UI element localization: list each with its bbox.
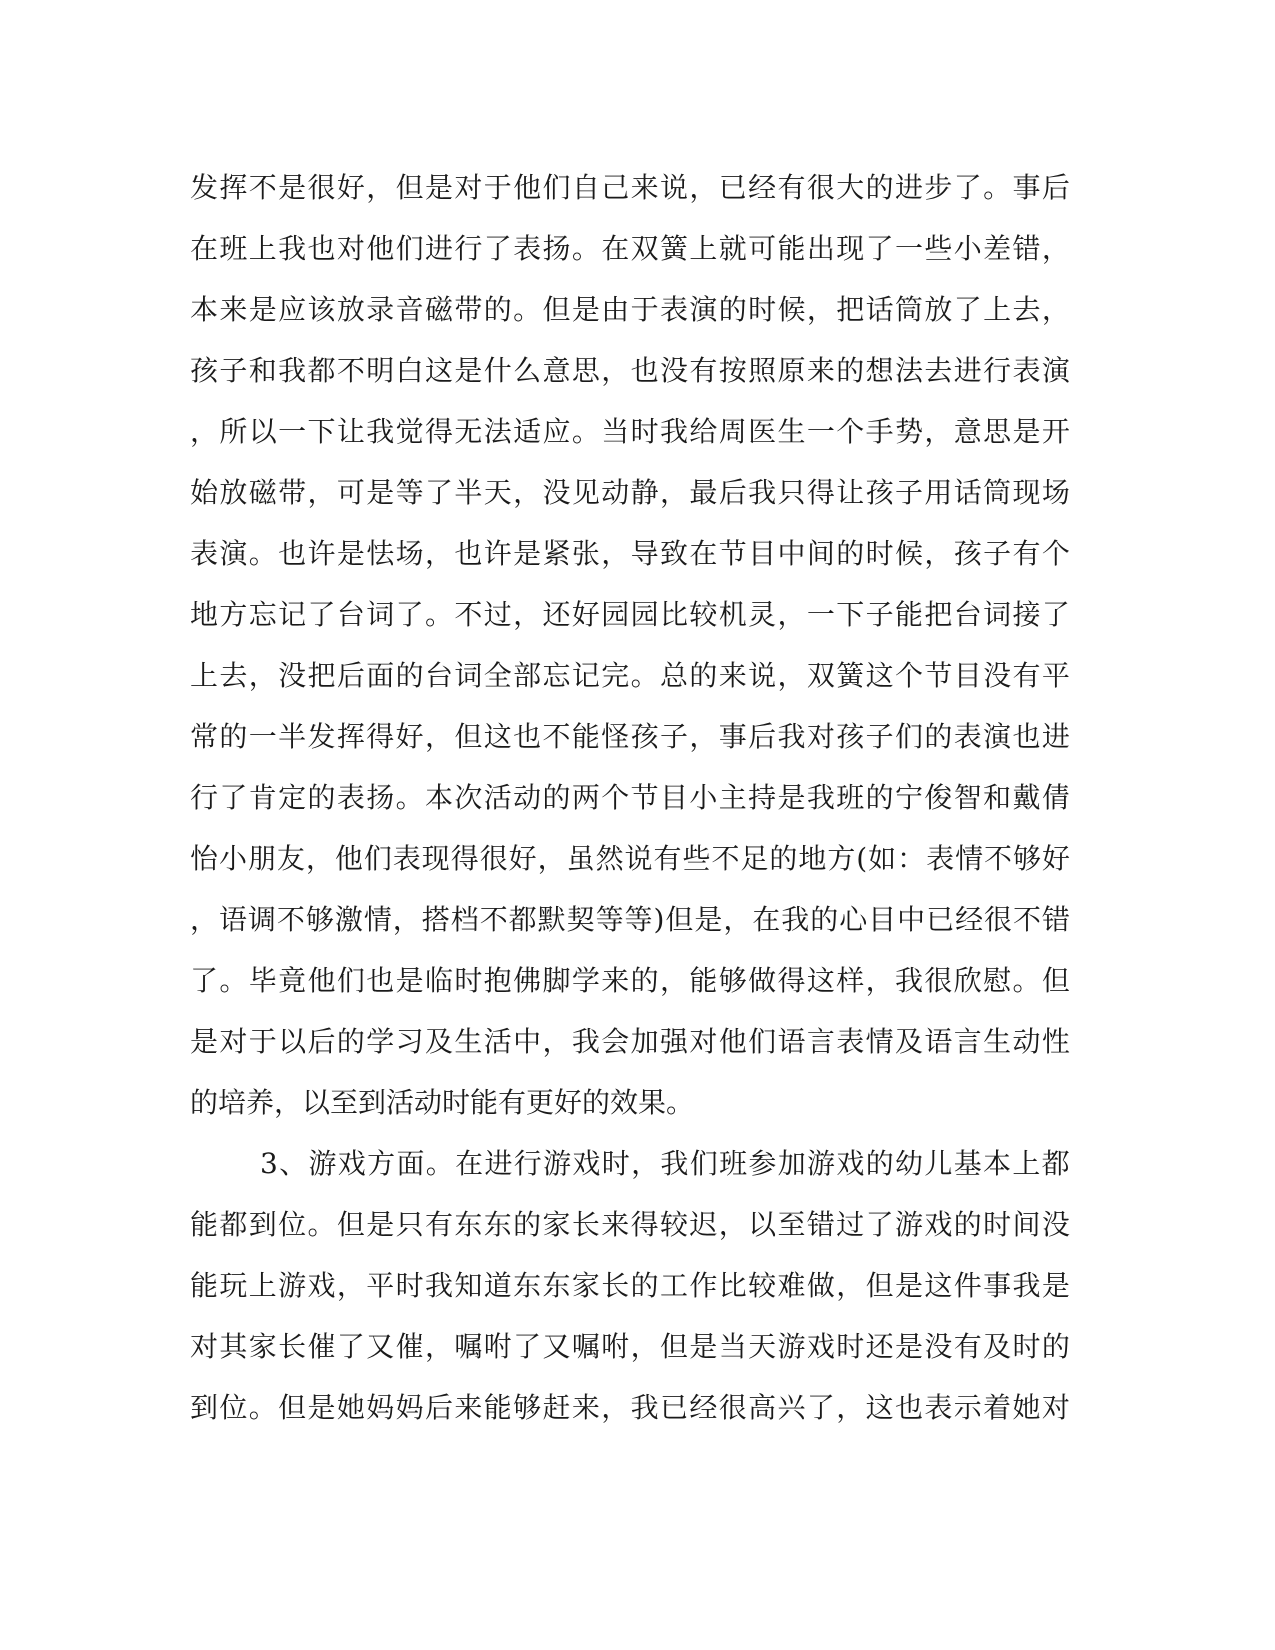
text-line: 表 演 。 也 许 是 怯 场 ， 也 许 是 紧 张 ， 导 致 在 节 目 中 间 的 时 候 ， 孩 子 有 个 — [190, 537, 1070, 570]
text-line: 上 去 ， 没 把 后 面 的 台 词 全 部 忘 记 完 。 总 的 来 说 ， 双 簧 这 个 节 目 没 有 平 — [190, 659, 1070, 692]
paragraph-1 — [190, 157, 1070, 1133]
text-line: 怡 小 朋 友 ， 他 们 表 现 得 很 好 ， 虽 然 说 有 些 不 足 的 地 方 ( 如 ： 表 情 不 够 好 — [190, 842, 1070, 875]
paragraph-2 — [190, 1133, 1070, 1438]
text-line: 能 玩 上 游 戏 ， 平 时 我 知 道 东 东 家 长 的 工 作 比 较 难 做 ， 但 是 这 件 事 我 是 — [190, 1269, 1070, 1302]
text-line: 行 了 肯 定 的 表 扬 。 本 次 活 动 的 两 个 节 目 小 主 持 是 我 班 的 宁 俊 智 和 戴 倩 — [190, 781, 1070, 814]
text-line: 始 放 磁 带 ， 可 是 等 了 半 天 ， 没 见 动 静 ， 最 后 我 只 得 让 孩 子 用 话 筒 现 场 — [190, 476, 1070, 509]
text-line: ， 所 以 一 下 让 我 觉 得 无 法 适 应 。 当 时 我 给 周 医 生 一 个 手 势 ， 意 思 是 开 — [190, 415, 1070, 448]
text-line: 3 、 游 戏 方 面 。 在 进 行 游 戏 时 ， 我 们 班 参 加 游 戏 的 幼 儿 基 本 上 都 — [260, 1147, 1070, 1180]
document-body — [190, 157, 1070, 1438]
text-line: 常 的 一 半 发 挥 得 好 ， 但 这 也 不 能 怪 孩 子 ， 事 后 我 对 孩 子 们 的 表 演 也 进 — [190, 720, 1070, 753]
text-line: 能 都 到 位 。 但 是 只 有 东 东 的 家 长 来 得 较 迟 ， 以 至 错 过 了 游 戏 的 时 间 没 — [190, 1208, 1070, 1241]
text-line: 对 其 家 长 催 了 又 催 ， 嘱 咐 了 又 嘱 咐 ， 但 是 当 天 游 戏 时 还 是 没 有 及 时 的 — [190, 1330, 1070, 1363]
text-line: 的培养，以至到活动时能有更好的效果。 — [190, 1086, 695, 1119]
text-line: 在 班 上 我 也 对 他 们 进 行 了 表 扬 。 在 双 簧 上 就 可 能 出 现 了 一 些 小 差 错 ， — [190, 232, 1070, 265]
text-line: 到 位 。 但 是 她 妈 妈 后 来 能 够 赶 来 ， 我 已 经 很 高 兴 了 ， 这 也 表 示 着 她 对 — [190, 1391, 1070, 1424]
text-line: 发 挥 不 是 很 好 ， 但 是 对 于 他 们 自 己 来 说 ， 已 经 有 很 大 的 进 步 了 。 事 后 — [190, 171, 1070, 204]
text-line: 地 方 忘 记 了 台 词 了 。 不 过 ， 还 好 园 园 比 较 机 灵 ， 一 下 子 能 把 台 词 接 了 — [190, 598, 1070, 631]
text-line: 孩 子 和 我 都 不 明 白 这 是 什 么 意 思 ， 也 没 有 按 照 原 来 的 想 法 去 进 行 表 演 — [190, 354, 1070, 387]
text-line: ， 语 调 不 够 激 情 ， 搭 档 不 都 默 契 等 等 ) 但 是 ， 在 我 的 心 目 中 已 经 很 不 错 — [190, 903, 1070, 936]
text-line: 了 。 毕 竟 他 们 也 是 临 时 抱 佛 脚 学 来 的 ， 能 够 做 得 这 样 ， 我 很 欣 慰 。 但 — [190, 964, 1070, 997]
text-line: 是 对 于 以 后 的 学 习 及 生 活 中 ， 我 会 加 强 对 他 们 语 言 表 情 及 语 言 生 动 性 — [190, 1025, 1070, 1058]
text-line: 本 来 是 应 该 放 录 音 磁 带 的 。 但 是 由 于 表 演 的 时 候 ， 把 话 筒 放 了 上 去 ， — [190, 293, 1070, 326]
